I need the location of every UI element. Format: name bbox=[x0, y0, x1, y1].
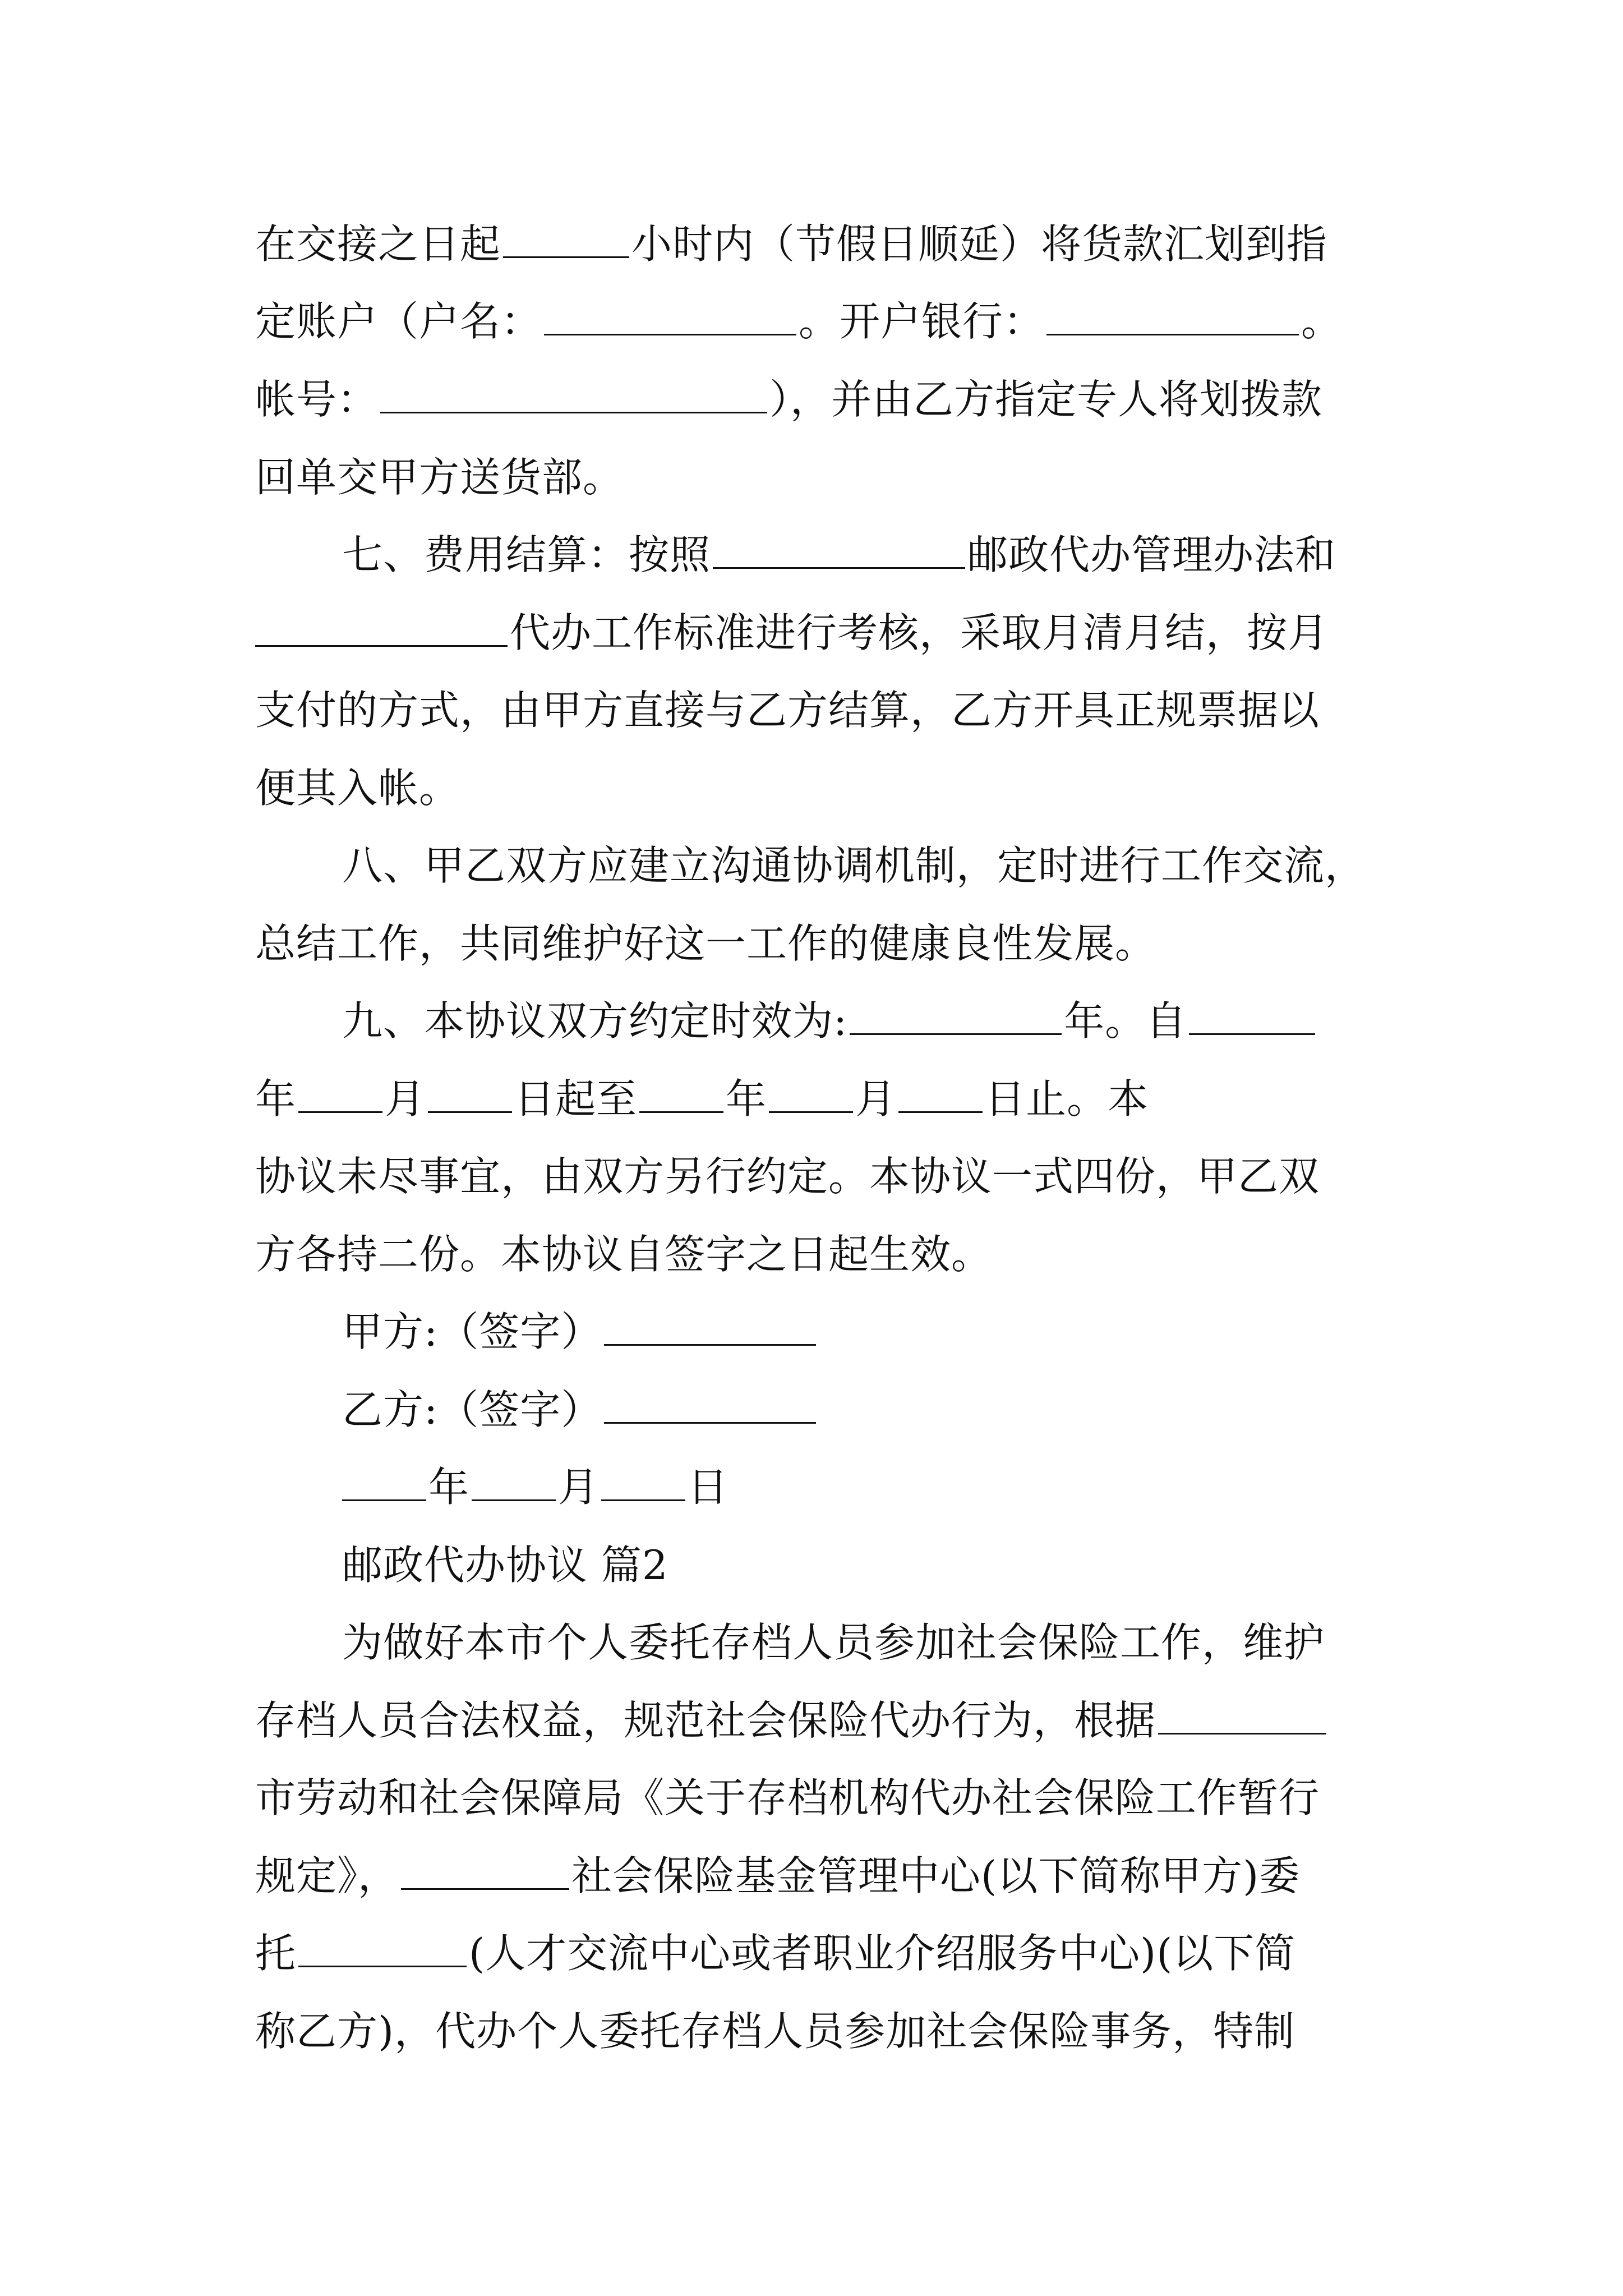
text-segment: 定账户（户名： bbox=[255, 298, 542, 345]
text-line bbox=[342, 530, 1336, 580]
fill-in-blank bbox=[769, 1079, 853, 1113]
fill-in-blank bbox=[503, 224, 629, 258]
text-segment: 。开户银行： bbox=[799, 298, 1045, 345]
fill-in-blank bbox=[639, 1079, 723, 1113]
text-segment: 日 bbox=[688, 1464, 729, 1511]
text-segment: 月 bbox=[558, 1464, 600, 1511]
section-heading: 邮政代办协议 篇2 bbox=[342, 1542, 668, 1589]
text-line: 回单交甲方送货部。 bbox=[255, 454, 624, 501]
text-segment: 存档人员合法权益，规范社会保险代办行为，根据 bbox=[255, 1697, 1156, 1744]
text-segment: 日起至 bbox=[514, 1075, 638, 1122]
text-line: 称乙方)，代办个人委托存档人员参加社会保险事务，特制 bbox=[255, 2008, 1295, 2055]
text-line: 市劳动和社会保障局《关于存档机构代办社会保险工作暂行 bbox=[255, 1774, 1320, 1821]
text-segment: ），并由乙方指定专人将划拨款 bbox=[769, 376, 1323, 423]
text-line bbox=[255, 1074, 1149, 1124]
fill-in-blank bbox=[1158, 1700, 1326, 1734]
text-segment: 甲方:（签字） bbox=[342, 1308, 602, 1355]
text-segment: 托 bbox=[255, 1930, 297, 1977]
text-line bbox=[255, 296, 1342, 347]
fill-in-blank bbox=[428, 1079, 512, 1113]
fill-in-blank bbox=[342, 1467, 426, 1501]
fill-in-blank bbox=[713, 535, 965, 569]
fill-in-blank bbox=[255, 613, 508, 647]
text-segment: 乙方:（签字） bbox=[342, 1386, 602, 1433]
text-segment: 。 bbox=[1301, 298, 1343, 345]
fill-in-blank bbox=[1046, 301, 1299, 335]
signature-line-party-a bbox=[342, 1306, 818, 1357]
signature-blank bbox=[604, 1389, 816, 1424]
text-segment: 邮政代办管理办法和 bbox=[967, 531, 1336, 578]
date-line bbox=[342, 1462, 728, 1512]
fill-in-blank bbox=[898, 1079, 983, 1113]
text-line bbox=[255, 1928, 1295, 1978]
fill-in-blank bbox=[472, 1467, 556, 1501]
signature-line-party-b bbox=[342, 1384, 818, 1435]
text-segment: 代办工作标准进行考核，采取月清月结，按月 bbox=[510, 609, 1329, 656]
text-line: 方各持二份。本协议自签字之日起生效。 bbox=[255, 1231, 993, 1278]
fill-in-blank bbox=[298, 1079, 382, 1113]
text-segment: 在交接之日起 bbox=[255, 220, 501, 268]
text-segment: 年。自 bbox=[1064, 997, 1187, 1045]
text-line: 总结工作，共同维护好这一工作的健康良性发展。 bbox=[255, 920, 1156, 967]
text-line bbox=[255, 374, 1322, 425]
text-segment: 社会保险基金管理中心(以下简称甲方)委 bbox=[571, 1852, 1301, 1899]
text-segment: 年 bbox=[428, 1464, 470, 1511]
text-segment: 帐号： bbox=[255, 376, 379, 423]
text-segment: 七、费用结算：按照 bbox=[342, 531, 711, 578]
text-segment: 月 bbox=[855, 1075, 897, 1122]
text-segment: 年 bbox=[255, 1075, 297, 1122]
text-line bbox=[255, 219, 1327, 269]
text-segment: 日止。本 bbox=[985, 1075, 1149, 1122]
text-segment: 九、本协议双方约定时效为: bbox=[342, 997, 848, 1045]
fill-in-blank bbox=[544, 301, 796, 335]
fill-in-blank bbox=[1189, 1001, 1315, 1035]
text-line bbox=[255, 608, 1329, 658]
text-segment: 规定》， bbox=[255, 1852, 399, 1899]
text-line: 支付的方式，由甲方直接与乙方结算，乙方开具正规票据以 bbox=[255, 687, 1320, 734]
text-segment: 月 bbox=[385, 1075, 426, 1122]
fill-in-blank bbox=[298, 1933, 467, 1967]
fill-in-blank bbox=[601, 1467, 685, 1501]
fill-in-blank bbox=[401, 1856, 569, 1890]
text-line: 便其入帐。 bbox=[255, 765, 460, 812]
text-line: 八、甲乙双方应建立沟通协调机制，定时进行工作交流， bbox=[342, 842, 1366, 889]
signature-blank bbox=[604, 1312, 816, 1346]
text-segment: 小时内（节假日顺延）将货款汇划到指 bbox=[631, 220, 1328, 268]
fill-in-blank bbox=[850, 1001, 1062, 1035]
text-line bbox=[342, 996, 1317, 1046]
fill-in-blank bbox=[380, 379, 767, 413]
text-line: 为做好本市个人委托存档人员参加社会保险工作，维护 bbox=[342, 1619, 1325, 1666]
text-line bbox=[255, 1695, 1329, 1746]
text-segment: (人才交流中心或者职业介绍服务中心)(以下简 bbox=[469, 1930, 1296, 1977]
text-line: 协议未尽事宜，由双方另行约定。本协议一式四份，甲乙双 bbox=[255, 1153, 1320, 1200]
text-segment: 年 bbox=[726, 1075, 767, 1122]
text-line bbox=[255, 1851, 1300, 1901]
